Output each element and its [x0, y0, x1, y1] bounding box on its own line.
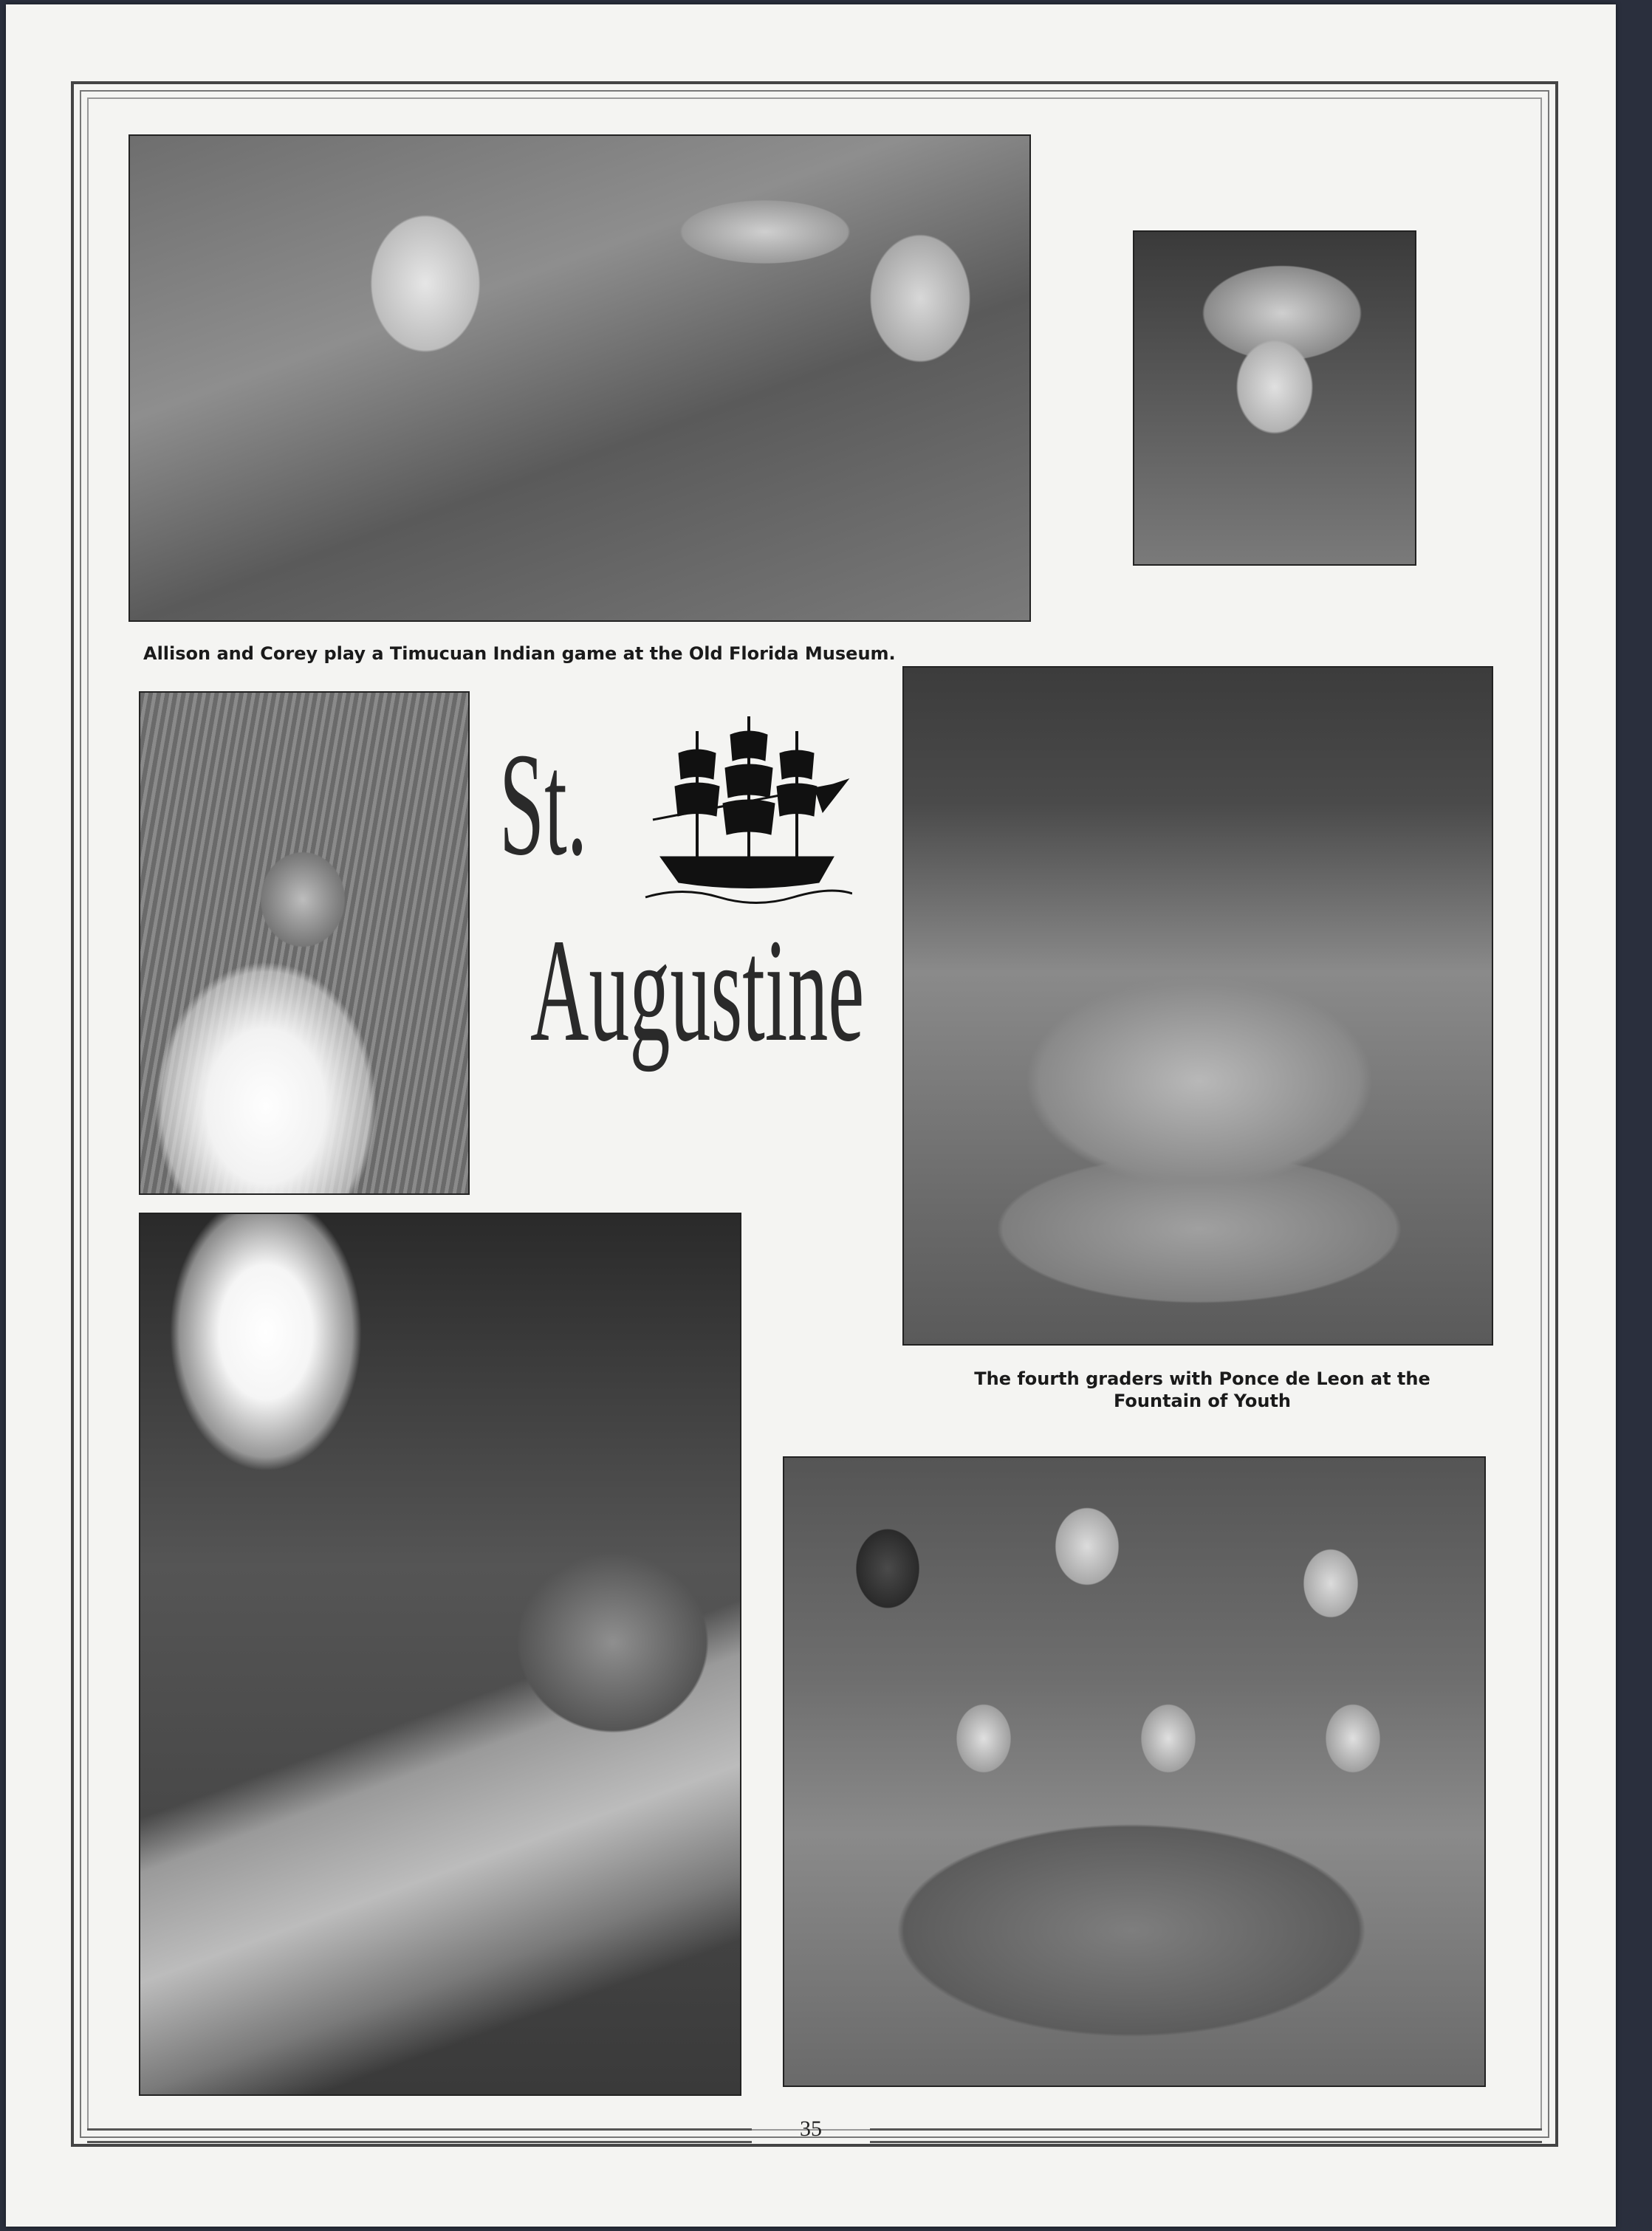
caption-line2: Fountain of Youth — [1113, 1391, 1291, 1411]
caption-timucuan-game: Allison and Corey play a Timucuan Indian game at the Old Florida Museum. — [143, 643, 896, 664]
page-title-line2: Augustine — [530, 909, 865, 1072]
photo-timucuan-game — [128, 134, 1031, 622]
photo-reenactor-hut — [139, 691, 470, 1195]
photo-fountain-of-youth-group — [902, 666, 1493, 1346]
photo-girl-headdress — [1133, 230, 1416, 566]
photo-students-bench — [783, 1456, 1486, 2087]
footer-rule-left — [87, 2128, 752, 2143]
yearbook-page — [6, 4, 1616, 2227]
caption-line1: The fourth graders with Ponce de Leon at the — [974, 1368, 1430, 1389]
caption-fountain-of-youth — [907, 1368, 1498, 1412]
page-title-line1: St. — [499, 723, 588, 886]
photo-students-log — [139, 1213, 741, 2096]
page-number: 35 — [800, 2117, 822, 2141]
sailing-ship-icon — [638, 709, 852, 916]
footer-rule-right — [870, 2128, 1542, 2143]
